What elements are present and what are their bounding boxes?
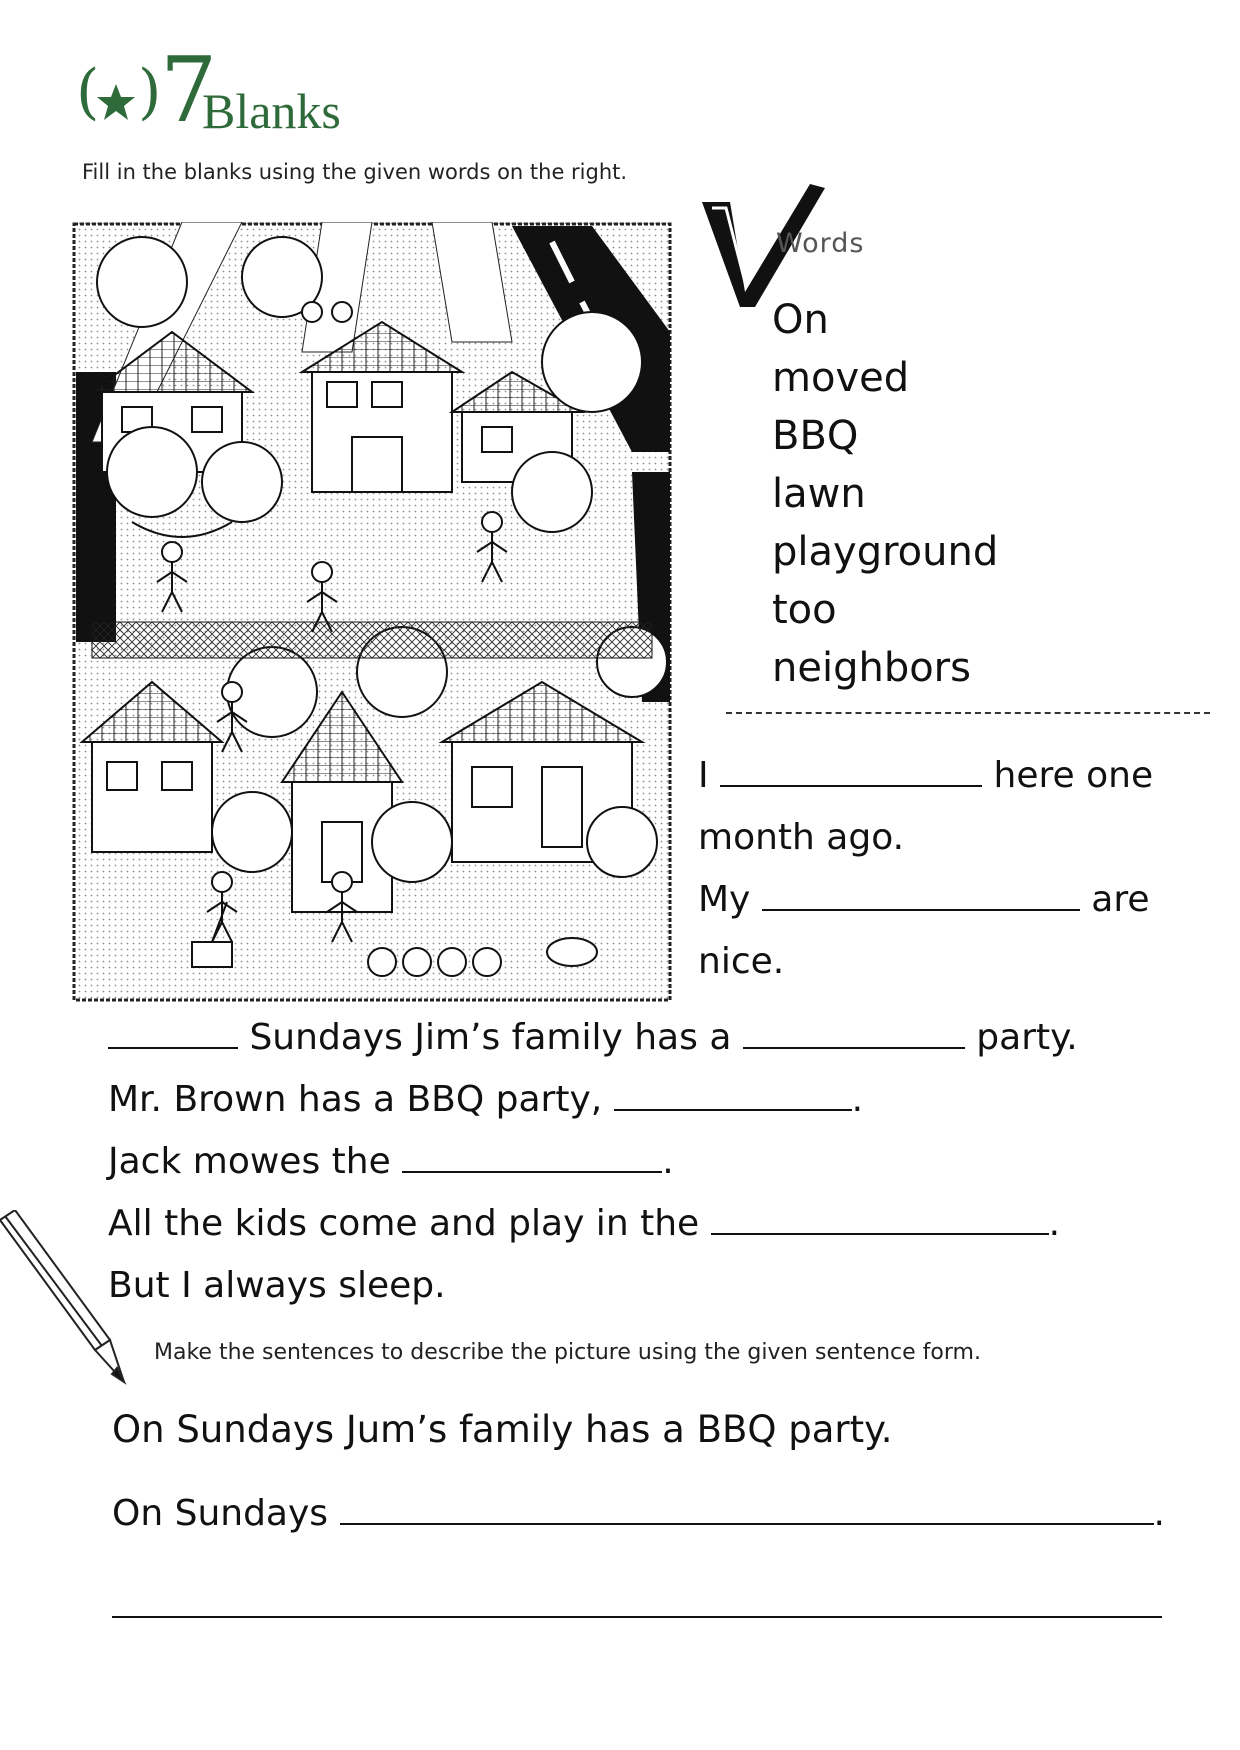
blank-field[interactable] [614,1109,852,1111]
sentence-text: . [1048,1203,1061,1244]
header-paren-close: ) [138,57,162,127]
writing-prompt-line [112,1493,1165,1534]
sentence-text: I [698,755,709,796]
section-number: 7 [160,38,218,143]
sentence-7: But I always sleep. [108,1265,446,1306]
word-item: On [772,297,829,343]
sentence-text: Mr. Brown has a BBQ party, [108,1079,603,1120]
prompt-end: . [1153,1493,1165,1534]
sentence-text: here one [993,755,1154,796]
pencil-icon [0,1210,130,1390]
sentence-text: All the kids come and play in the [108,1203,700,1244]
sentence-text: Jack mowes the [108,1141,391,1182]
blank-field[interactable] [762,909,1080,911]
sentence-text: party. [976,1017,1078,1058]
writing-instruction: Make the sentences to describe the picture using the given sentence form. [154,1340,981,1365]
word-item: playground [772,529,999,575]
sentence-text: . [851,1079,864,1120]
blank-field[interactable] [711,1233,1049,1235]
divider [726,712,1210,714]
word-item: too [772,587,837,633]
words-label: Words [776,228,865,259]
sentence-text: Sundays Jim’s family has a [249,1017,732,1058]
neighborhood-illustration [72,222,672,1002]
blank-field[interactable] [743,1047,965,1049]
header-paren-open: ( [76,57,100,127]
sentence-1-line-1 [698,755,1154,796]
word-item: neighbors [772,645,971,691]
answer-field[interactable] [340,1523,1154,1525]
prompt-text: On Sundays [112,1493,329,1534]
sentence-5 [108,1141,674,1182]
sentence-1-line-2: month ago. [698,817,905,858]
blank-field[interactable] [720,785,982,787]
sentence-3 [108,1017,1078,1058]
sentence-text: . [662,1141,674,1182]
blank-field[interactable] [402,1171,662,1173]
word-item: lawn [772,471,866,517]
sentence-text: are [1091,879,1150,920]
section-title: Blanks [202,83,341,139]
sentence-2-line-1 [698,879,1150,920]
star-icon [96,82,136,122]
answer-line[interactable] [112,1616,1162,1618]
sentence-4 [108,1079,864,1120]
word-item: moved [772,355,910,401]
instruction-text: Fill in the blanks using the given words on the right. [82,160,628,184]
example-sentence: On Sundays Jum’s family has a BBQ party. [112,1408,893,1451]
blank-field[interactable] [108,1047,238,1049]
sentence-text: My [698,879,751,920]
sentence-6 [108,1203,1061,1244]
sentence-2-line-2: nice. [698,941,785,982]
word-item: BBQ [772,413,859,459]
